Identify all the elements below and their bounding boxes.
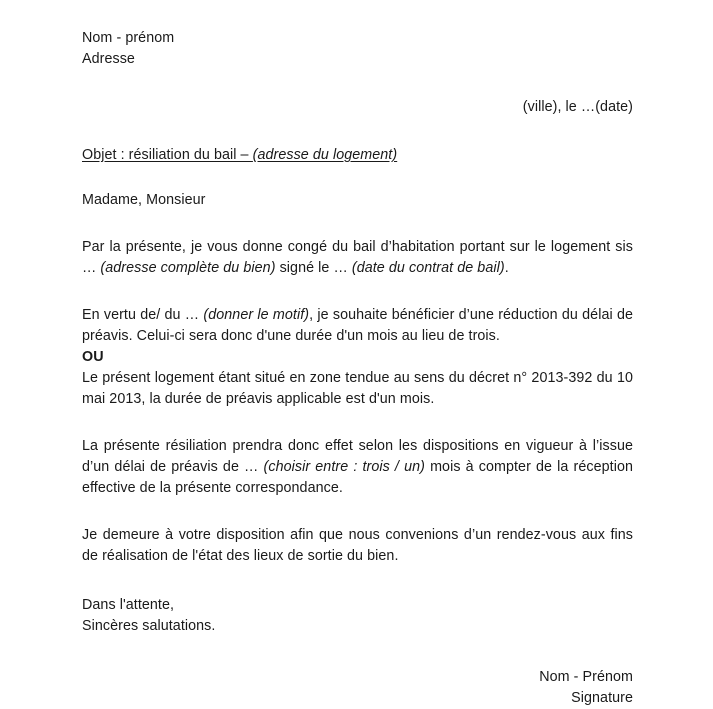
paragraph-motive-part-1: En vertu de/ du …	[82, 307, 204, 323]
subject-label: Objet : résiliation du bail –	[82, 147, 253, 163]
signature-name: Nom - Prénom	[539, 669, 633, 685]
paragraph-notice-placeholder-address: (adresse complète du bien)	[100, 260, 276, 276]
paragraph-notice-part-2: signé le …	[275, 260, 352, 276]
paragraph-notice-part-1: Par la présente, je vous donne congé du bail d’habitation portant sur le logement sis …	[82, 239, 633, 276]
sender-name: Nom - prénom	[82, 30, 175, 46]
paragraph-motive-placeholder: (donner le motif)	[203, 307, 310, 323]
paragraph-effect-part-2: mois à compter de la réception effective de la présente correspondance.	[82, 459, 633, 496]
alternative-marker: OU	[82, 349, 104, 365]
salutation: Madame, Monsieur	[82, 192, 206, 208]
sender-block	[82, 28, 633, 70]
paragraph-zone-tendue: Le présent logement étant situé en zone tendue au sens du décret n° 2013-392 du 10 mai 2013, la durée de préavis applicable est d'un mois.	[82, 370, 633, 407]
paragraph-motive-part-2: , je souhaite bénéficier d’une réduction du délai de préavis. Celui-ci sera donc d'une durée d'un mois au lieu de trois.	[82, 307, 633, 344]
signature-block	[82, 667, 633, 709]
subject-placeholder: (adresse du logement)	[252, 147, 398, 163]
closing-block	[82, 595, 633, 637]
closing-line-2: Sincères salutations.	[82, 618, 216, 634]
paragraph-notice-placeholder-date: (date du contrat de bail)	[351, 260, 505, 276]
paragraph-notice	[82, 237, 633, 279]
signature-label: Signature	[571, 690, 633, 706]
paragraph-effect-date	[82, 436, 633, 499]
paragraph-inventory: Je demeure à votre disposition afin que nous convenions d’un rendez-vous aux fins de réalisation de l'état des lieux de sortie du bien.	[82, 527, 633, 564]
date-line: (ville), le …(date)	[522, 99, 633, 115]
sender-address: Adresse	[82, 51, 135, 67]
subject-line	[82, 145, 633, 166]
paragraph-notice-part-3: .	[504, 260, 509, 276]
paragraph-effect-part-1: La présente résiliation prendra donc effet selon les dispositions en vigueur à l’issue d’un délai de préavis de …	[82, 438, 633, 475]
paragraph-effect-placeholder: (choisir entre : trois / un)	[263, 459, 425, 475]
closing-line-1: Dans l'attente,	[82, 597, 175, 613]
letter-body	[82, 28, 633, 709]
paragraph-motive	[82, 305, 633, 347]
